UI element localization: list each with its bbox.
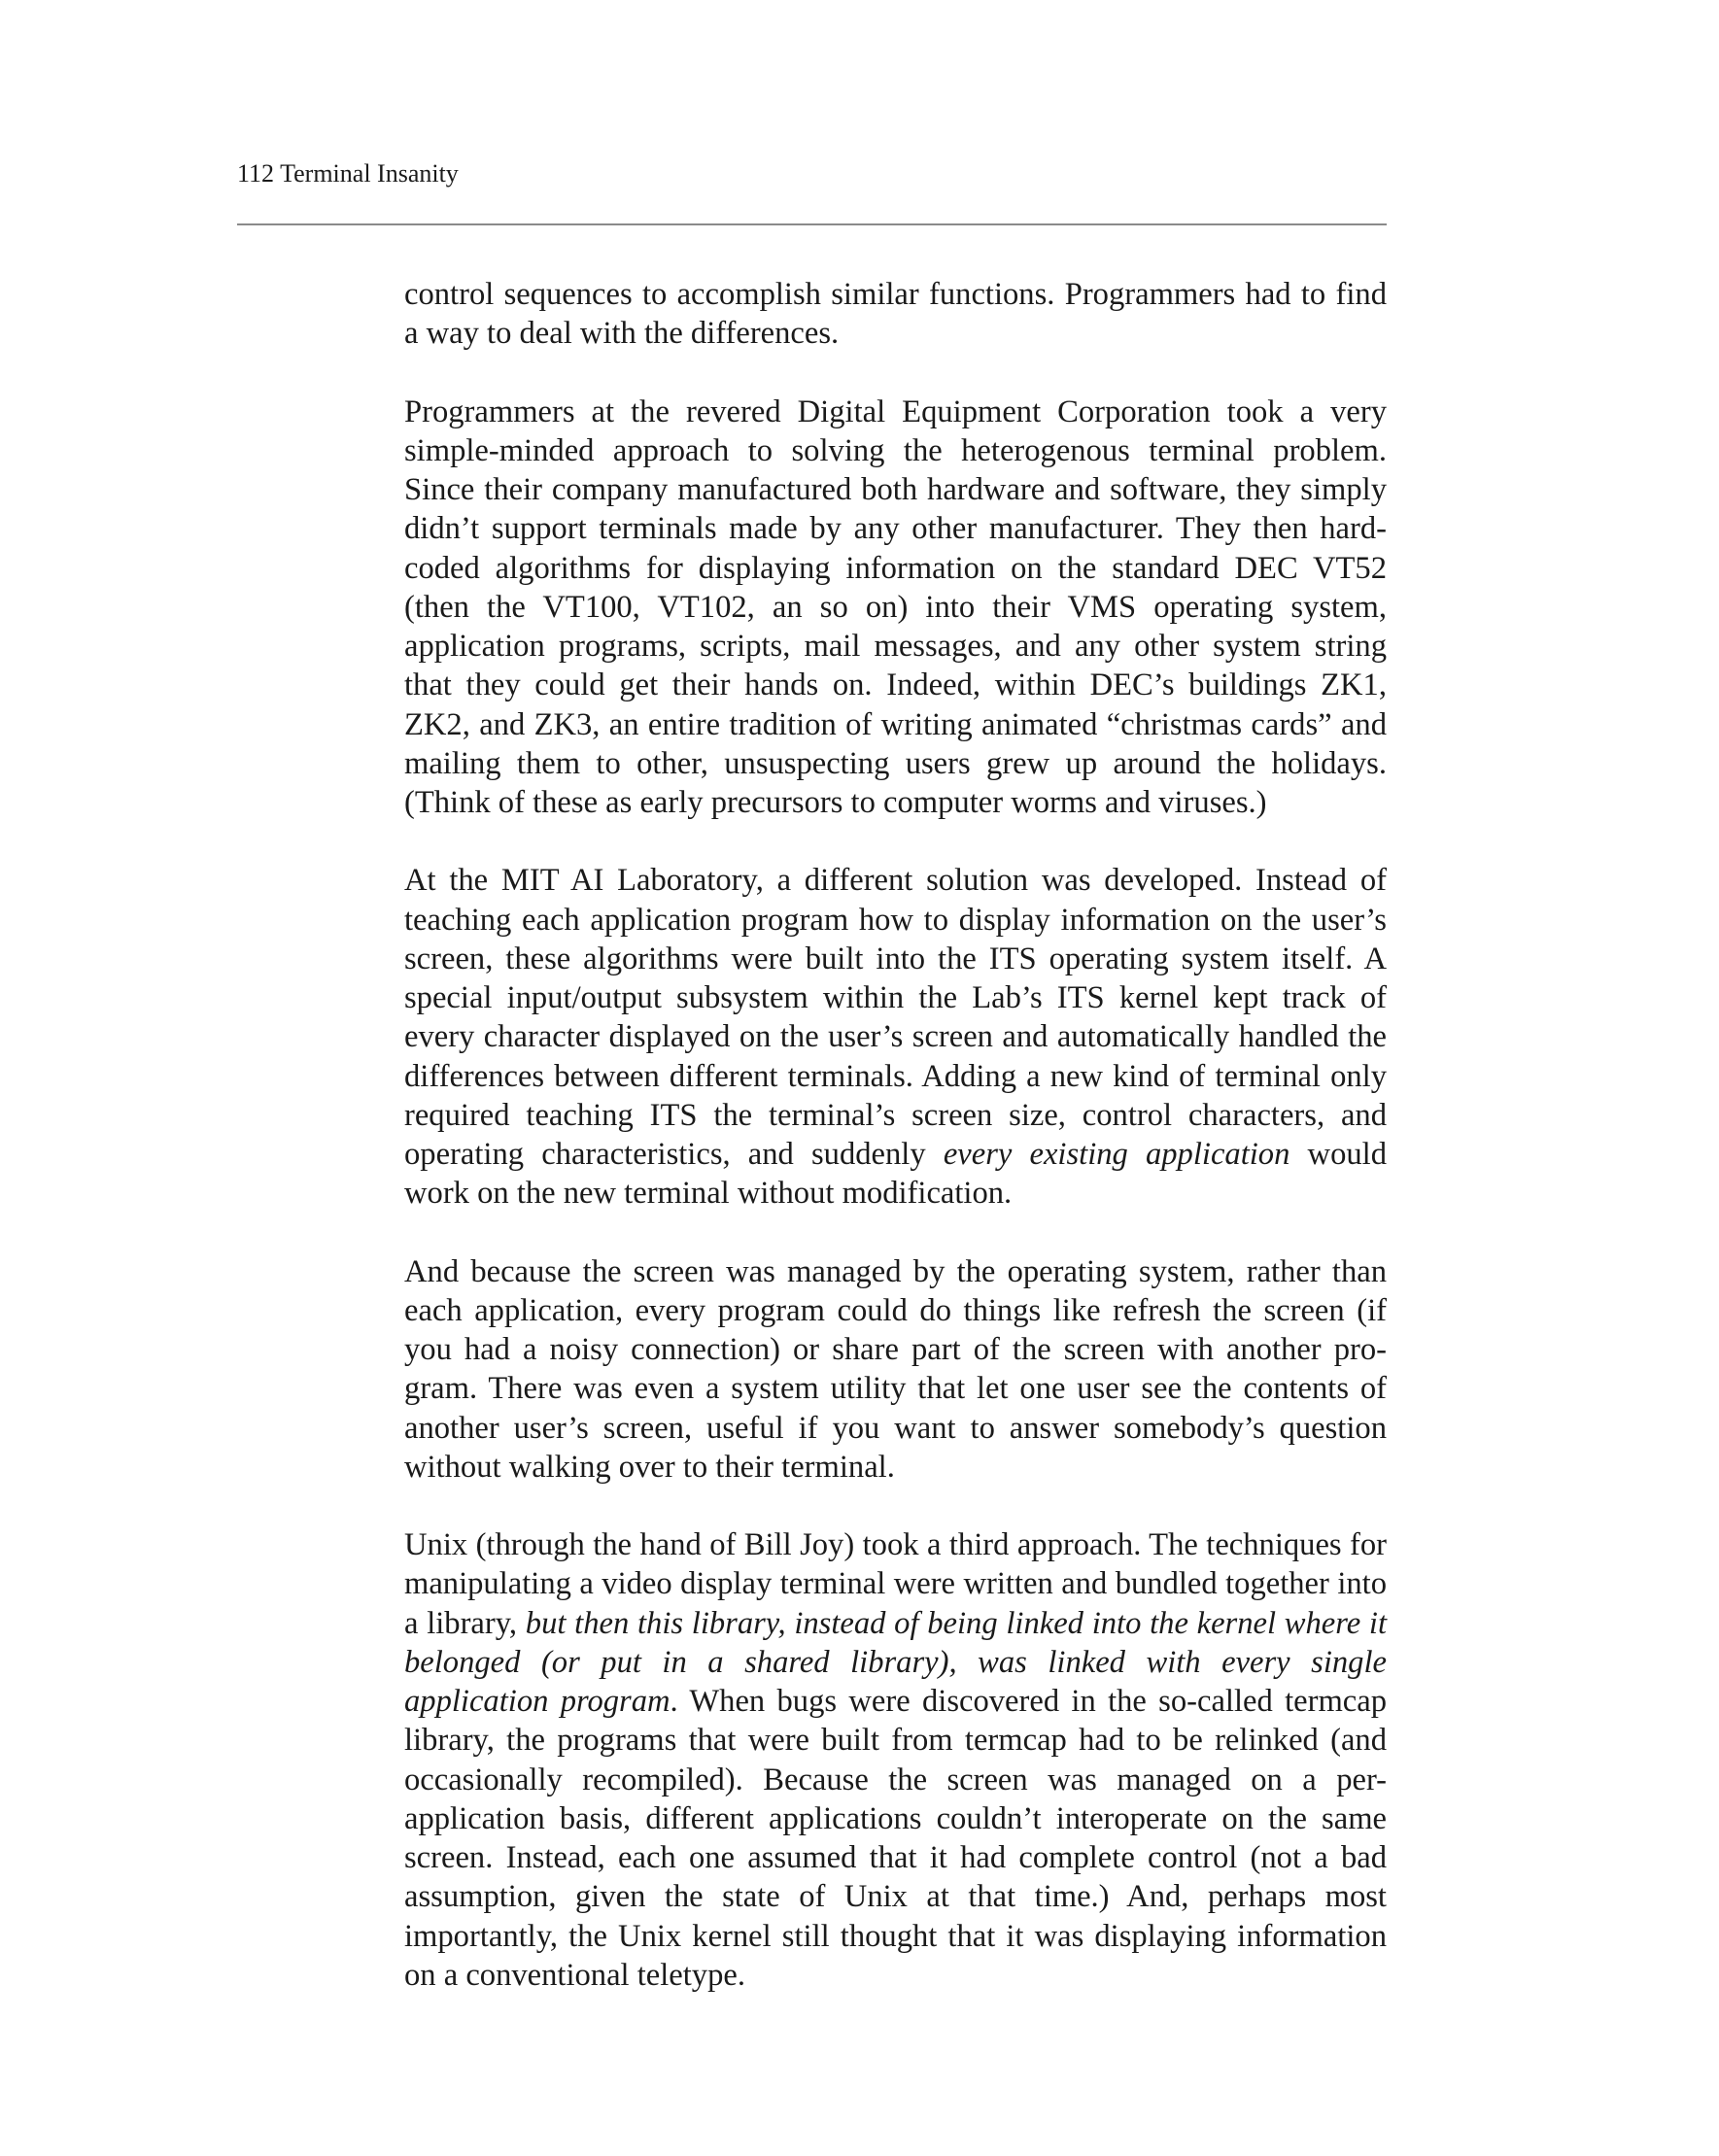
paragraph-3: [404, 861, 1387, 1213]
paragraph-3-emphasis: every existing application: [943, 1137, 1290, 1172]
paragraph-3-text-after: would work on the new terminal without modification.: [404, 1137, 1387, 1212]
paragraph-5-text-before: Unix (through the hand of Bill Joy) took a third approach. The techniques for manipulating a video display terminal were written and bundled together into a library,: [404, 1527, 1387, 1641]
paragraph-2: Programmers at the revered Digital Equipment Corporation took a very simple-minded approach to solving the heterogenous terminal problem. Since their company manufactured both hardware and software, they simply didn’t support terminals made by any other manufacturer. They then hard-coded algorithms for displaying information on the standard DEC VT52 (then the VT100, VT102, an so on) into their VMS operating system, application programs, scripts, mail messages, and any other system string that they could get their hands on. Indeed, within DEC’s buildings ZK1, ZK2, and ZK3, an entire tradition of writing animated “christmas cards” and mailing them to other, unsuspecting users grew up around the holidays. (Think of these as early precursors to computer worms and viruses.): [404, 394, 1387, 820]
body-text: [404, 275, 1387, 1995]
header-rule: [237, 223, 1387, 225]
paragraph-4: And because the screen was managed by the operating system, rather than each application, every program could do things like refresh the screen (if you had a noisy connection) or share part of the screen with another program. There was even a system utility that let one user see the contents of another user’s screen, useful if you want to answer somebody’s question without walking over to their terminal.: [404, 1253, 1387, 1485]
paragraph-1: control sequences to accomplish similar functions. Programmers had to find a way to deal with the differences.: [404, 277, 1387, 352]
paragraph-5-text-after: . When bugs were discovered in the so-called termcap library, the programs that were built from termcap had to be relinked (and occasionally recompiled). Because the screen was managed on a per-application basis, different applications couldn’t interoperate on the same screen. Instead, each one assumed that it had complete control (not a bad assumption, given the state of Unix at that time.) And, perhaps most importantly, the Unix kernel still thought that it was displaying information on a conventional teletype.: [404, 1684, 1387, 1993]
paragraph-5: [404, 1525, 1387, 1995]
paragraph-3-text-before: At the MIT AI Laboratory, a different solution was developed. Instead of teaching each application program how to display information on the user’s screen, these algorithms were built into the ITS operating system itself. A special input/output subsystem within the Lab’s ITS kernel kept track of every character displayed on the user’s screen and automatically handled the differences between different terminals. Adding a new kind of terminal only required teaching ITS the terminal’s screen size, control characters, and operating characteristics, and suddenly: [404, 863, 1387, 1172]
running-head: 112 Terminal Insanity: [237, 159, 459, 188]
paragraph-5-emphasis: but then this library, instead of being linked into the kernel where it belonged (or put in a shared library), was linked with every single application program: [404, 1605, 1387, 1719]
